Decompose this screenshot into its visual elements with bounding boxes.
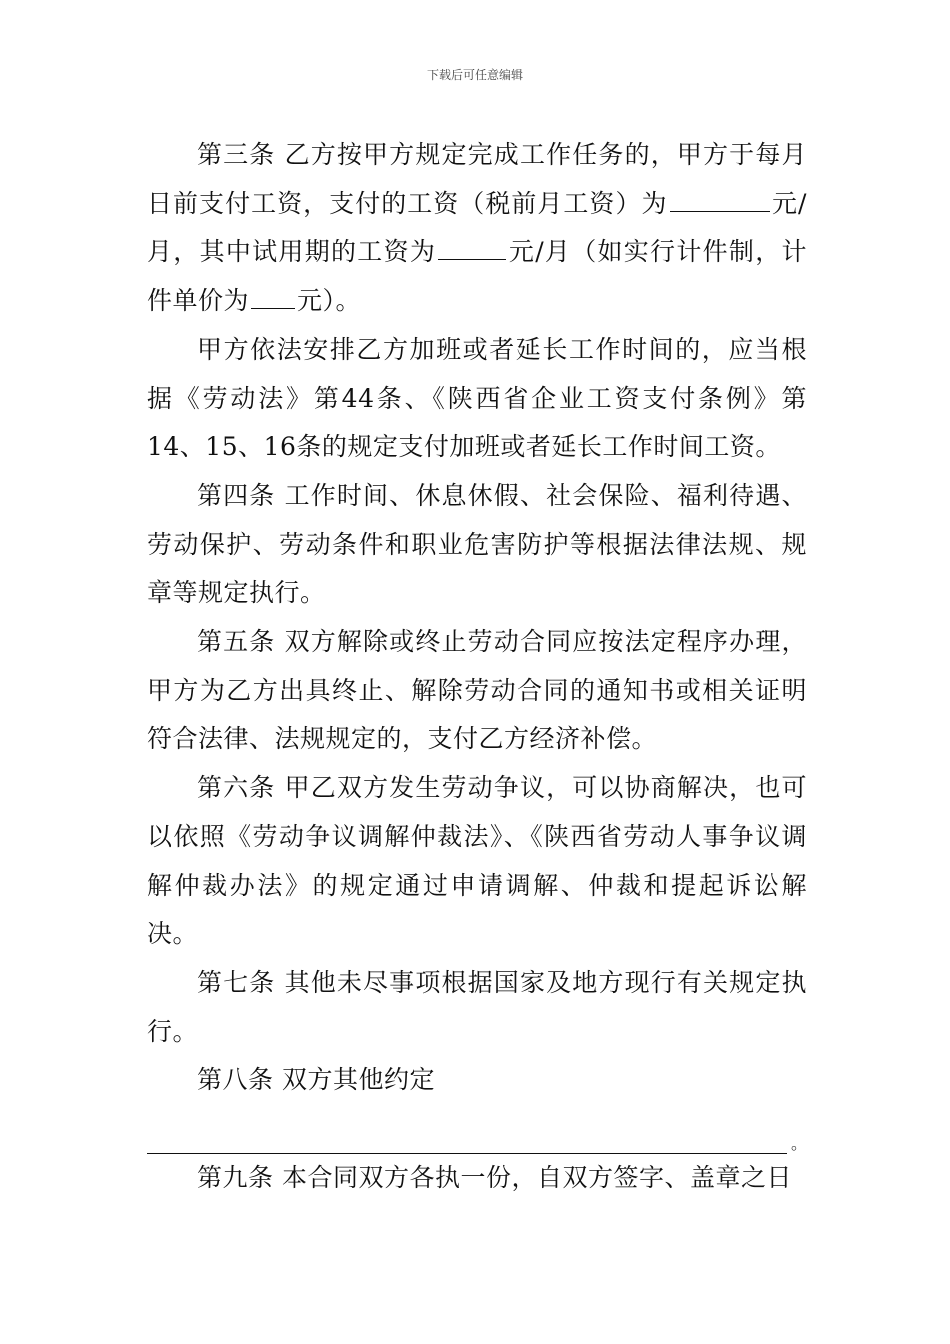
article-5-paragraph: 第五条 双方解除或终止劳动合同应按法定程序办理，甲方为乙方出具终止、解除劳动合同的通知书或相关证明符合法律、法规规定的，支付乙方经济补偿。	[147, 627, 807, 754]
article-3-text-d: 元）。	[297, 286, 362, 316]
article-3-text-c: 元/月（如实行计件制，计件单价为	[147, 237, 807, 316]
page-header: 下载后可任意编辑	[426, 68, 523, 82]
article-3-paragraph-1	[147, 131, 807, 326]
article-8-title: 第八条 双方其他约定	[197, 1065, 435, 1095]
other-agreement-blank[interactable]	[147, 1125, 787, 1154]
article-7-paragraph: 第七条 其他未尽事项根据国家及地方现行有关规定执行。	[147, 967, 807, 1046]
piece-rate-blank[interactable]	[251, 282, 295, 309]
probation-salary-blank[interactable]	[438, 233, 506, 260]
document-body	[147, 131, 807, 1202]
other-agreement-end-mark: 。	[790, 1133, 807, 1153]
other-agreement-line	[147, 1105, 807, 1154]
article-3-paragraph-2: 甲方依法安排乙方加班或者延长工作时间的，应当根据《劳动法》第44条、《陕西省企业工资支付条例》第14、15、16条的规定支付加班或者延长工作时间工资。	[147, 334, 807, 462]
article-3-text-b: 元/月，其中试用期的工资为	[147, 188, 807, 267]
article-6-paragraph: 第六条 甲乙双方发生劳动争议，可以协商解决，也可以依照《劳动争议调解仲裁法》、《陕西省劳动人事争议调解仲裁办法》的规定通过申请调解、仲裁和提起诉讼解决。	[147, 773, 807, 949]
article-9-paragraph: 第九条 本合同双方各执一份，自双方签字、盖章之日	[197, 1162, 792, 1192]
monthly-salary-blank[interactable]	[670, 184, 770, 211]
article-3-text-a: 第三条 乙方按甲方规定完成工作任务的，甲方于每月日前支付工资，支付的工资（税前月工资）为	[147, 140, 807, 218]
article-4-paragraph: 第四条 工作时间、休息休假、社会保险、福利待遇、劳动保护、劳动条件和职业危害防护等根据法律法规、规章等规定执行。	[147, 480, 807, 608]
